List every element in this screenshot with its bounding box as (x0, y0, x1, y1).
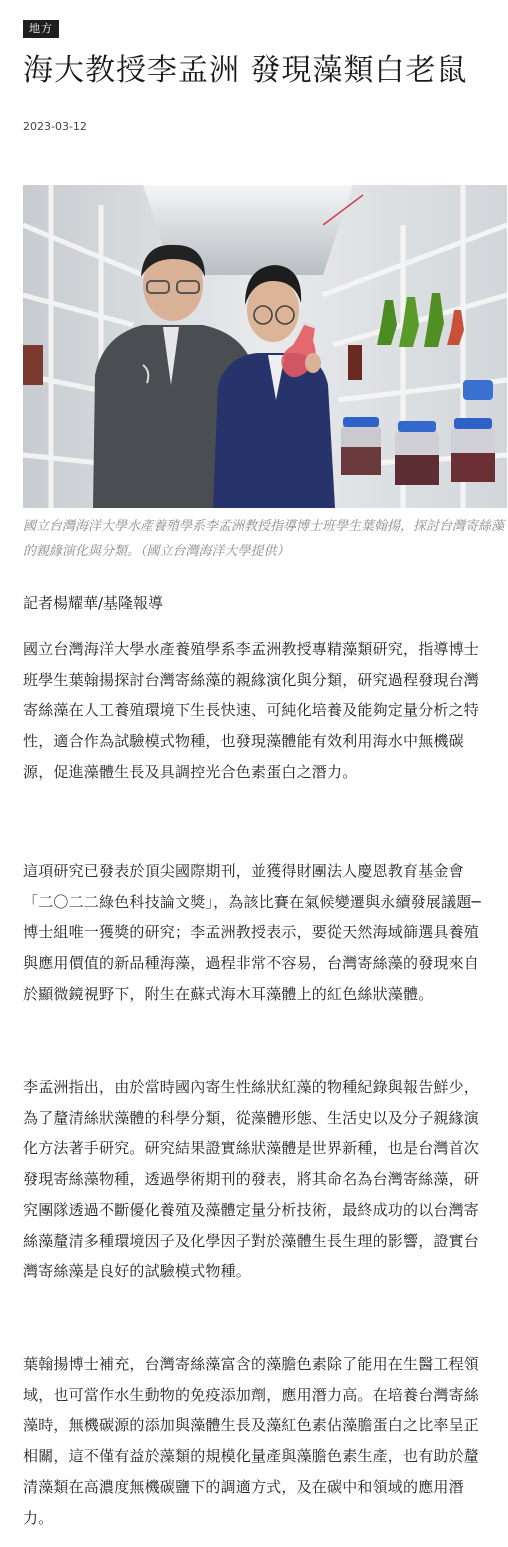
paragraph-3: 李孟洲指出，由於當時國內寄生性絲狀紅藻的物種紀錄與報告鮮少，為了釐清絲狀藻體的科學分類，從藻體形態、生活史以及分子親緣演化方法著手研究。研究結果證實絲狀藻體是世界新種，也是台灣首次發現寄絲藻物種，透過學術期刊的發表，將其命名為台灣寄絲藻，研究團隊透過不斷優化養殖及藻體定量分析技術，最終成功的以台灣寄絲藻釐清多種環境因子及化學因子對於藻體生長生理的影響，證實台灣寄絲藻是良好的試驗模式物種。 (23, 1078, 480, 1281)
article-title: 海大教授李孟洲 發現藻類白老鼠 (23, 53, 468, 88)
paragraph-2: 這項研究已發表於頂尖國際期刊，並獲得財團法人慶恩教育基金會「二〇二二綠色科技論文獎」，為該比賽在氣候變遷與永續發展議題─博士組唯一獲獎的研究；李孟洲教授表示，要從天然海域篩選具養殖與應用價值的新品種海藻，過程非常不容易，台灣寄絲藻的發現來自於顯微鏡視野下，附生在蘇式海木耳藻體上的紅色絲狀藻體。 (23, 862, 481, 1003)
paragraph-1: 國立台灣海洋大學水產養殖學系李孟洲教授專精藻類研究，指導博士班學生葉翰揚探討台灣寄絲藻的親緣演化與分類，研究過程發現台灣寄絲藻在人工養殖環境下生長快速、可純化培養及能夠定量分析之特性，適合作為試驗模式物種，也發現藻體能有效利用海水中無機碳源，促進藻體生長及具調控光合色素蛋白之潛力。 (23, 640, 480, 781)
article-photo (23, 185, 507, 508)
photo-lab-scientists-icon (23, 185, 507, 508)
publish-date: 2023-03-12 (23, 120, 87, 133)
paragraph-4: 葉翰揚博士補充，台灣寄絲藻富含的藻膽色素除了能用在生醫工程領域，也可當作水生動物的免疫添加劑，應用潛力高。在培養台灣寄絲藻時，無機碳源的添加與藻體生長及藻紅色素佔藻膽蛋白之比率呈正相關，這不僅有益於藻類的規模化量產與藻膽色素生產，也有助於釐清藻類在高濃度無機碳鹽下的調適方式，及在碳中和領域的應用潛力。 (23, 1355, 480, 1527)
photo-caption: 國立台灣海洋大學水產養殖學系李孟洲教授指導博士班學生葉翰揚，探討台灣寄絲藻的親緣演化與分類。（國立台灣海洋大學提供） (23, 519, 505, 559)
category-tag[interactable]: 地方 (23, 20, 59, 38)
reporter-byline: 記者楊耀華/基隆報導 (23, 594, 164, 612)
